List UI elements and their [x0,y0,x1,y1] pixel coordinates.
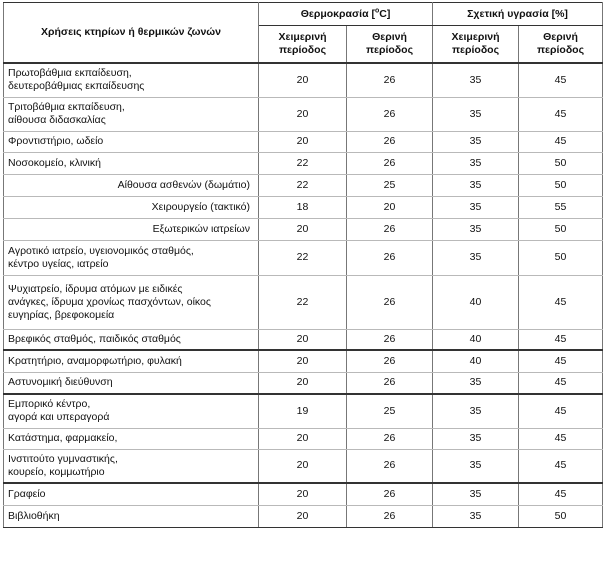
temp-winter-cell: 19 [259,394,347,428]
temp-winter-cell: 20 [259,428,347,449]
row-label: Χειρουργείο (τακτικό) [4,196,259,218]
temp-summer-cell: 25 [347,174,433,196]
temp-summer-cell: 26 [347,97,433,131]
usage-column-header: Χρήσεις κτηρίων ή θερμικών ζωνών [4,3,259,64]
humidity-winter-cell: 35 [433,152,519,174]
humidity-winter-cell: 35 [433,483,519,505]
temp-summer-cell: 26 [347,152,433,174]
temp-summer-cell: 26 [347,63,433,97]
temp-winter-cell: 20 [259,63,347,97]
table-row [4,174,603,196]
temp-summer-cell: 20 [347,196,433,218]
humidity-summer-cell: 45 [519,97,603,131]
table-row [4,152,603,174]
row-label: Νοσοκομείο, κλινική [4,152,259,174]
temp-winter-cell: 22 [259,240,347,275]
temperature-header-degree: o [374,7,380,14]
humidity-summer-cell: 45 [519,63,603,97]
row-label: Κρατητήριο, αναμορφωτήριο, φυλακή [4,350,259,372]
temp-summer-cell: 26 [347,218,433,240]
row-label: Αστυνομική διεύθυνση [4,372,259,394]
humidity-summer-cell: 45 [519,350,603,372]
humidity-summer-cell: 50 [519,240,603,275]
temp-summer-cell: 26 [347,483,433,505]
temp-summer-cell: 26 [347,275,433,329]
temp-summer-header: Θερινή περίοδος [347,26,433,64]
temp-winter-cell: 20 [259,483,347,505]
temp-winter-cell: 22 [259,275,347,329]
temp-winter-cell: 20 [259,505,347,527]
indoor-conditions-table [3,2,603,528]
humidity-summer-cell: 50 [519,174,603,196]
humidity-winter-cell: 40 [433,350,519,372]
humidity-winter-cell: 35 [433,240,519,275]
table-row [4,240,603,275]
row-label: Πρωτοβάθμια εκπαίδευση, δευτεροβάθμιας εκπαίδευσης [4,63,259,97]
temp-summer-cell: 26 [347,131,433,152]
temp-winter-cell: 20 [259,329,347,350]
temp-winter-cell: 20 [259,97,347,131]
humidity-winter-cell: 35 [433,218,519,240]
row-label: Κατάστημα, φαρμακείο, [4,428,259,449]
humidity-winter-cell: 35 [433,394,519,428]
temp-winter-cell: 20 [259,449,347,483]
row-label: Ψυχιατρείο, ίδρυμα ατόμων με ειδικές ανάγκες, ίδρυμα χρονίως πασχόντων, οίκος ευγηρίας, βρεφοκομεία [4,275,259,329]
humidity-summer-cell: 45 [519,428,603,449]
humidity-summer-cell: 45 [519,131,603,152]
table-row [4,97,603,131]
temp-winter-cell: 22 [259,174,347,196]
table-row [4,196,603,218]
temp-summer-cell: 26 [347,372,433,394]
temp-summer-cell: 26 [347,449,433,483]
humidity-summer-cell: 45 [519,275,603,329]
row-label: Εξωτερικών ιατρείων [4,218,259,240]
table-row [4,218,603,240]
temp-summer-cell: 26 [347,505,433,527]
humidity-winter-header: Χειμερινή περίοδος [433,26,519,64]
header-row-groups [4,3,603,26]
humidity-winter-cell: 35 [433,174,519,196]
table-row [4,505,603,527]
humidity-winter-cell: 35 [433,196,519,218]
temp-winter-cell: 20 [259,131,347,152]
humidity-winter-cell: 35 [433,449,519,483]
temp-summer-cell: 26 [347,350,433,372]
humidity-summer-cell: 55 [519,196,603,218]
humidity-winter-cell: 40 [433,275,519,329]
humidity-summer-cell: 45 [519,483,603,505]
temperature-group-header [259,3,433,26]
temp-winter-cell: 20 [259,372,347,394]
table-row [4,329,603,350]
temperature-header-prefix: Θερμοκρασία [ [300,7,375,20]
humidity-summer-cell: 45 [519,372,603,394]
row-label: Βιβλιοθήκη [4,505,259,527]
humidity-winter-cell: 35 [433,372,519,394]
temp-winter-cell: 18 [259,196,347,218]
humidity-winter-cell: 35 [433,505,519,527]
row-label: Τριτοβάθμια εκπαίδευση, αίθουσα διδασκαλίας [4,97,259,131]
humidity-winter-cell: 35 [433,131,519,152]
humidity-group-header: Σχετική υγρασία [%] [433,3,603,26]
humidity-winter-cell: 35 [433,63,519,97]
table-row [4,483,603,505]
row-label: Αγροτικό ιατρείο, υγειονομικός σταθμός, κέντρο υγείας, ιατρείο [4,240,259,275]
row-label: Ινστιτούτο γυμναστικής, κουρείο, κομμωτήριο [4,449,259,483]
temperature-header-suffix: C] [379,7,391,20]
temp-summer-cell: 25 [347,394,433,428]
humidity-winter-cell: 35 [433,97,519,131]
table-row [4,350,603,372]
temp-winter-header: Χειμερινή περίοδος [259,26,347,64]
humidity-summer-cell: 50 [519,218,603,240]
row-label: Εμπορικό κέντρο, αγορά και υπεραγορά [4,394,259,428]
row-label: Βρεφικός σταθμός, παιδικός σταθμός [4,329,259,350]
humidity-summer-cell: 45 [519,394,603,428]
table-row [4,131,603,152]
table-row [4,63,603,97]
humidity-summer-cell: 45 [519,329,603,350]
table-row [4,428,603,449]
temp-summer-cell: 26 [347,240,433,275]
row-label: Γραφείο [4,483,259,505]
humidity-summer-cell: 50 [519,152,603,174]
row-label: Φροντιστήριο, ωδείο [4,131,259,152]
humidity-winter-cell: 40 [433,329,519,350]
humidity-winter-cell: 35 [433,428,519,449]
humidity-summer-header: Θερινή περίοδος [519,26,603,64]
temp-winter-cell: 20 [259,350,347,372]
table-container [3,2,603,528]
table-row [4,372,603,394]
humidity-summer-cell: 45 [519,449,603,483]
table-row [4,449,603,483]
temp-summer-cell: 26 [347,329,433,350]
humidity-summer-cell: 50 [519,505,603,527]
table-row [4,275,603,329]
temp-winter-cell: 20 [259,218,347,240]
row-label: Αίθουσα ασθενών (δωμάτιο) [4,174,259,196]
table-row [4,394,603,428]
temp-summer-cell: 26 [347,428,433,449]
temp-winter-cell: 22 [259,152,347,174]
